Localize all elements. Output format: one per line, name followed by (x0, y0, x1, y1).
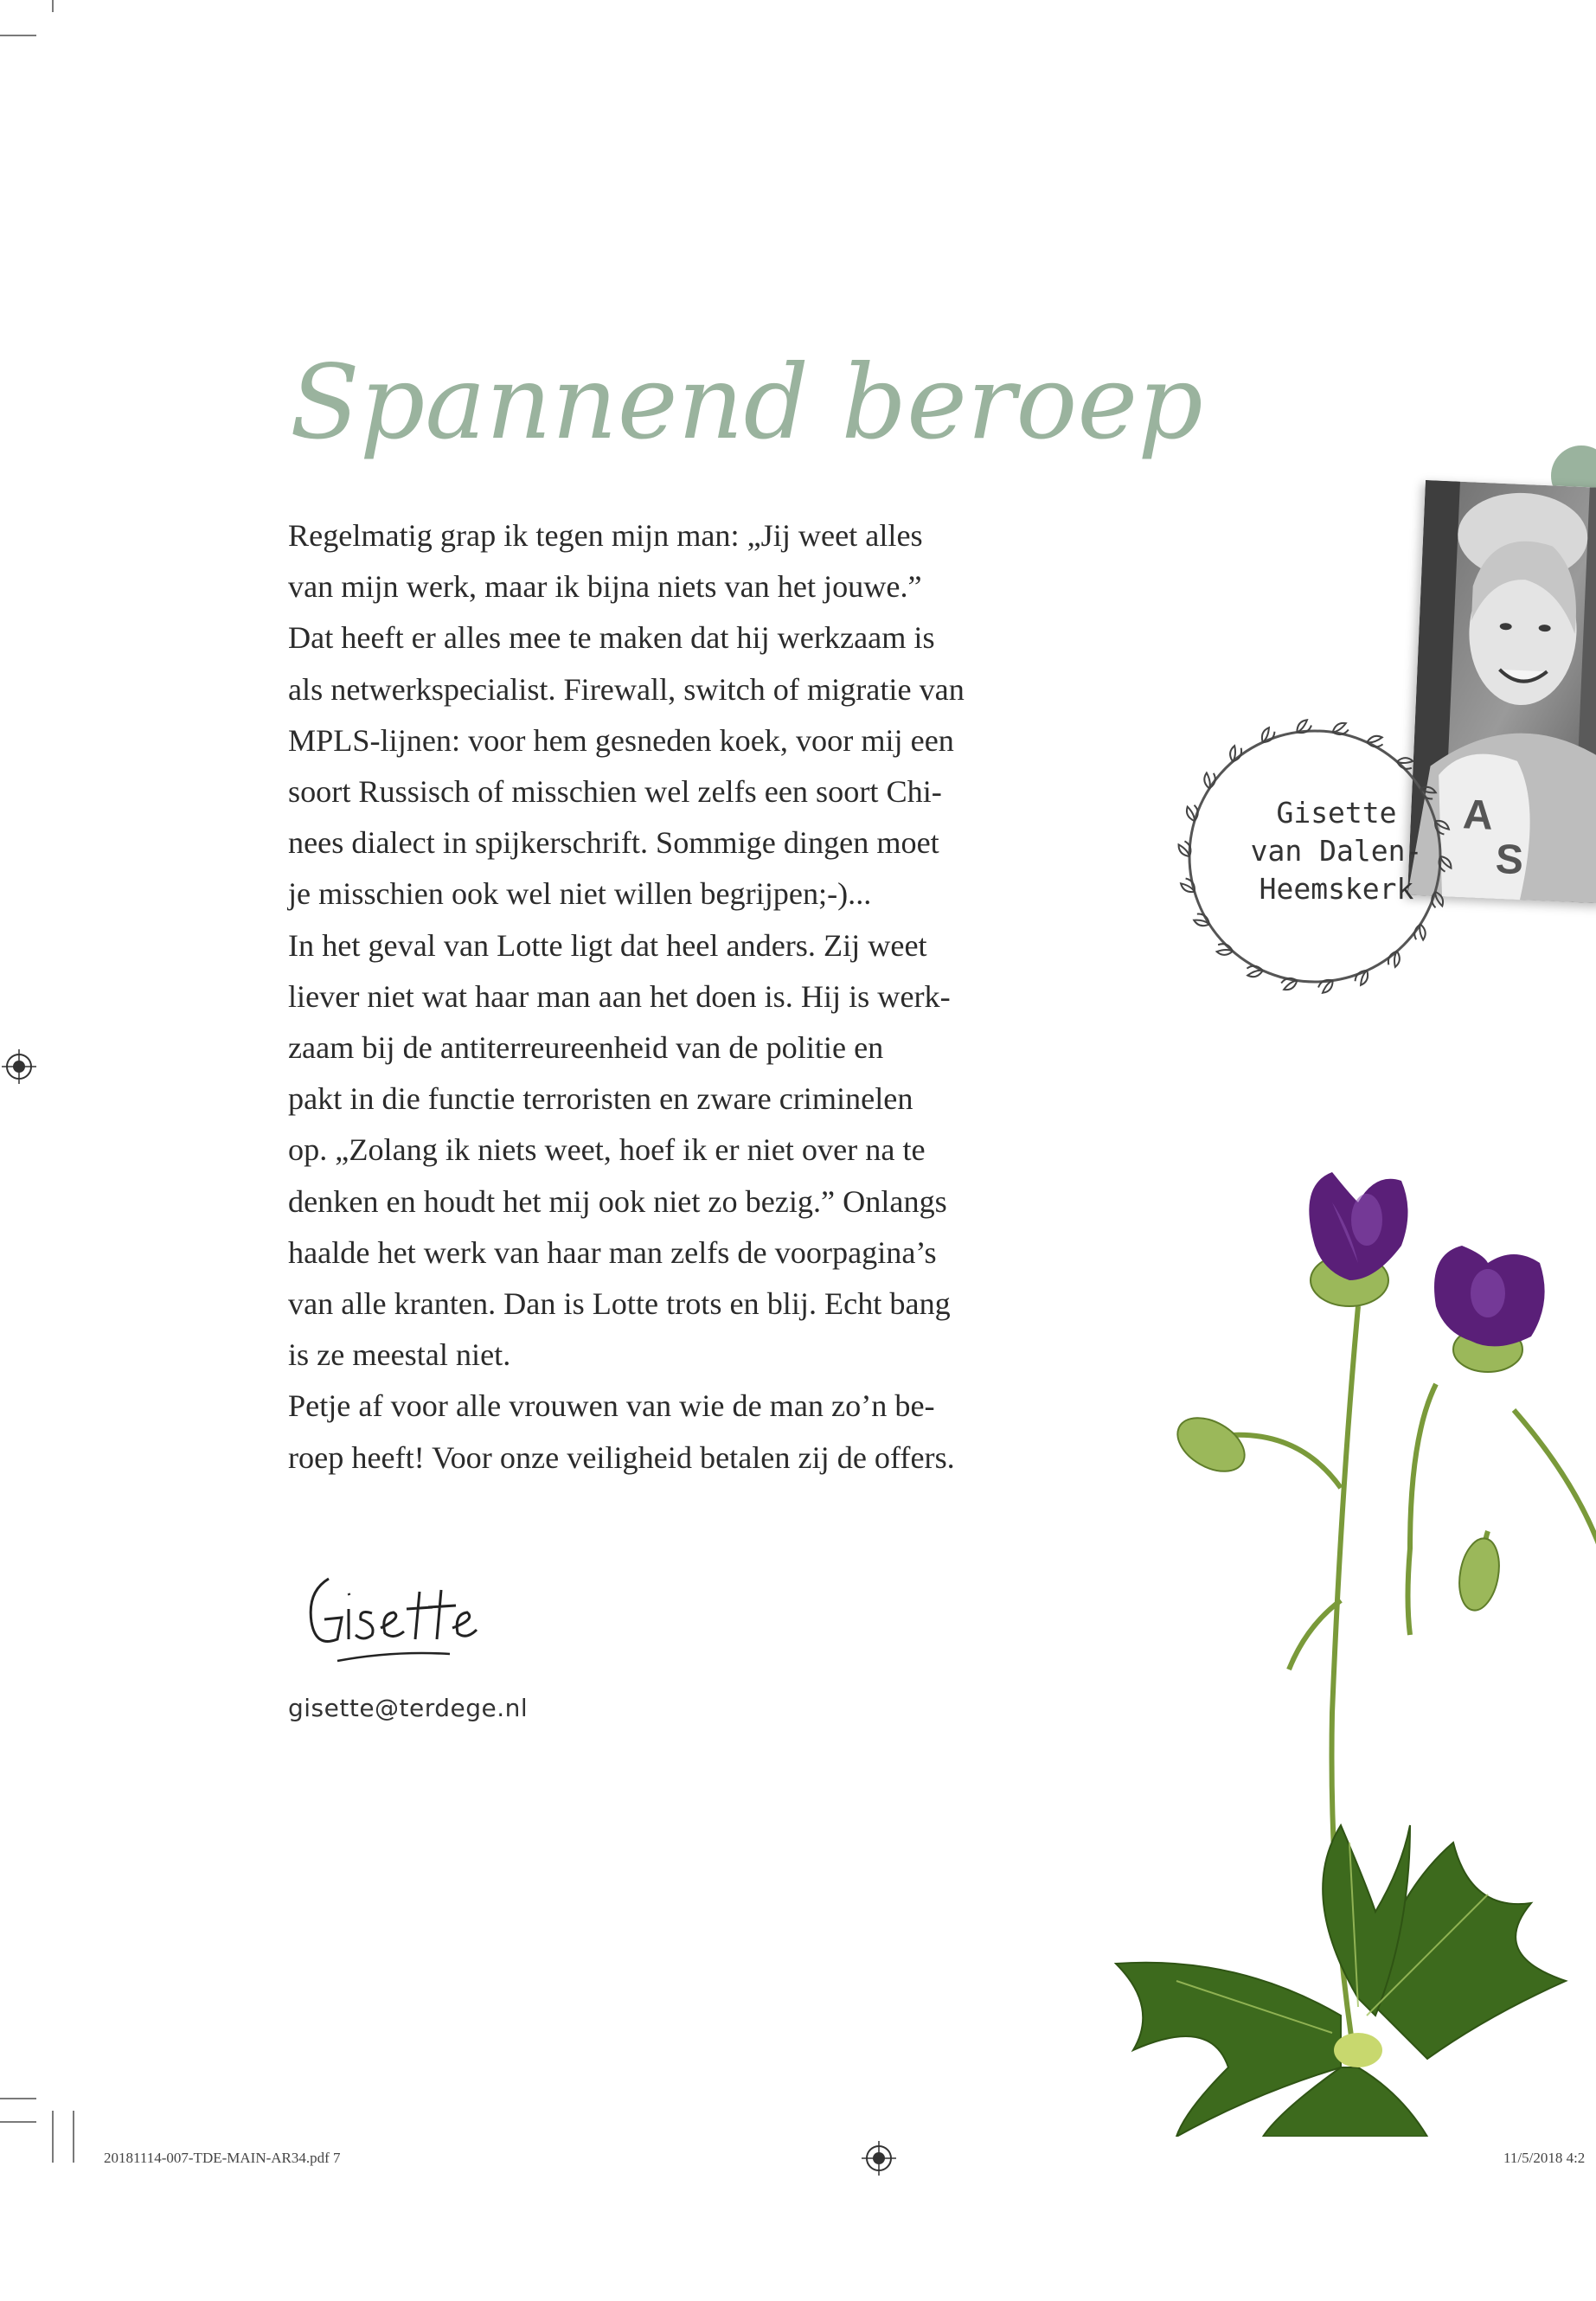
byline-last-name: Heemskerk (1259, 872, 1414, 906)
body-line: op. „Zolang ik niets weet, hoef ik er niet over na te (288, 1132, 926, 1168)
body-line: soort Russisch of misschien wel zelfs een soort Chi- (288, 774, 942, 810)
geranium-flowers-illustration (1081, 1150, 1596, 2137)
registration-mark-icon (2, 1049, 36, 1084)
print-slug-date: 11/5/2018 4:2 (1503, 2150, 1586, 2166)
crop-mark (0, 35, 36, 36)
article-body (288, 510, 1049, 1484)
print-slug-filename: 20181114-007-TDE-MAIN-AR34.pdf 7 (104, 2150, 341, 2166)
body-line: van alle kranten. Dan is Lotte trots en blij. Echt bang (288, 1286, 951, 1322)
body-line: nees dialect in spijkerschrift. Sommige dingen moet (288, 825, 939, 861)
body-line: haalde het werk van haar man zelfs de voorpagina’s (288, 1234, 937, 1270)
crop-mark (0, 2121, 36, 2123)
body-line: van mijn werk, maar ik bijna niets van het jouwe.” (288, 569, 922, 605)
body-line: Regelmatig grap ik tegen mijn man: „Jij weet alles (288, 518, 923, 553)
wreath-leaf (1177, 840, 1195, 859)
body-line: pakt in die functie terroristen en zware criminelen (288, 1081, 913, 1117)
handwritten-signature (298, 1557, 480, 1678)
crop-mark (0, 2098, 36, 2099)
svg-text:A: A (1462, 792, 1494, 839)
crop-mark (52, 2111, 54, 2163)
body-line: is ze meestal niet. (288, 1337, 511, 1373)
author-byline (1233, 794, 1440, 908)
body-line: MPLS-lijnen: voor hem gesneden koek, voor mij een (288, 722, 954, 758)
wreath-leaf (1387, 950, 1402, 968)
body-line: als netwerkspecialist. Firewall, switch of migratie van (288, 671, 965, 707)
author-email: gisette@terdege.nl (288, 1694, 529, 1722)
body-line: Petje af voor alle vrouwen van wie de man zo’n be- (288, 1388, 935, 1424)
wreath-leaf (1193, 913, 1212, 929)
wreath-leaf (1186, 804, 1200, 822)
wreath-leaf (1294, 718, 1313, 736)
crop-mark (73, 2111, 74, 2163)
registration-mark-icon (862, 2141, 896, 2176)
body-line: je misschien ook wel niet willen begrijpen;-)... (288, 876, 872, 912)
body-line: Dat heeft er alles mee te maken dat hij werkzaam is (288, 620, 935, 656)
crop-mark (52, 0, 54, 12)
byline-first-name: Gisette (1276, 796, 1397, 830)
body-line: zaam bij de antiterreureenheid van de politie en (288, 1030, 884, 1066)
wreath-leaf (1317, 977, 1336, 995)
wreath-leaf (1216, 943, 1234, 957)
body-line: denken en houdt het mij ook niet zo bezig.” Onlangs (288, 1183, 947, 1219)
wreath-leaf (1396, 756, 1413, 770)
body-line: liever niet wat haar man aan het doen is. Hij is werk- (288, 978, 951, 1014)
wreath-leaf (1227, 745, 1243, 763)
byline-prefix: van Dalen- (1250, 834, 1423, 868)
svg-text:S: S (1494, 836, 1525, 884)
body-line: In het geval van Lotte ligt dat heel anders. Zij weet (288, 927, 927, 963)
article-title: Spannend beroep (290, 343, 1203, 462)
body-line: roep heeft! Voor onze veiligheid betalen zij de offers. (288, 1439, 955, 1475)
